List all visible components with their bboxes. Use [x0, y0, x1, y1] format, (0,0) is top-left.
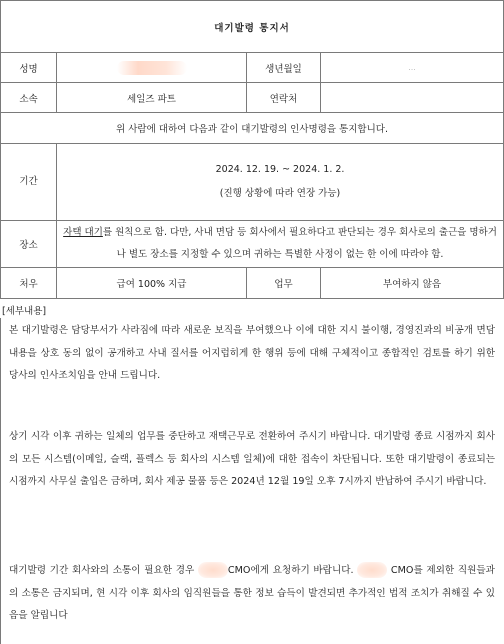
duty-value: 부여하지 않음	[321, 268, 504, 299]
period-label: 기간	[1, 144, 57, 221]
contact-label: 연락처	[247, 83, 321, 113]
details-box	[0, 318, 504, 644]
place-label: 장소	[1, 221, 57, 268]
name-label: 성명	[1, 53, 57, 83]
treat-label: 처우	[1, 268, 57, 299]
redacted-name-1	[198, 562, 228, 578]
period-note: (진행 상황에 따라 연장 가능)	[219, 188, 341, 199]
treat-value: 급여 100% 지급	[57, 268, 247, 299]
name-value	[57, 53, 247, 83]
redacted-name	[117, 61, 187, 75]
details-paragraph-1: 본 대기발령은 담당부서가 사라짐에 따라 새로운 보직을 부여했으나 이에 대한 지시 불이행, 경영진과의 비공개 면담 내용을 상호 동의 없이 공개하고 사내 질서를 어지럽히게 한 행위 등에 대해 구체적이고 종합적인 검토를 하기 위한 당사의 인사조치임을 안내 드립니다.	[9, 325, 495, 381]
details-label: [세부내용]	[2, 306, 47, 317]
duty-label: 업무	[247, 268, 321, 299]
notice-form-table	[0, 0, 504, 299]
details-paragraph-2: 상기 시각 이후 귀하는 일체의 업무를 중단하고 재택근무로 전환하여 주시기 바랍니다. 대기발령 종료 시점까지 회사의 모든 시스템(이메일, 슬랙, 플렉스 등 회사의 시스템 일체)에 대한 접속이 차단됩니다. 또한 대기발령이 종료되는 시점까지 사무실 출입은 금하며, 회사 제공 물품 등은 2024년 12월 19일 오후 7시까지 반납하여 주시기 바랍니다.	[9, 431, 495, 487]
redacted-name-2	[357, 562, 387, 578]
details-paragraph-3	[9, 560, 495, 628]
place-text: 를 원칙으로 함. 다만, 사내 면담 등 회사에서 필요하다고 판단되는 경우 회사로의 출근을 명하거나 별도 장소를 지정할 수 있으며 귀하는 특별한 사정이 없는 한 이에 따라야 함.	[102, 227, 497, 260]
place-value	[57, 221, 504, 268]
birth-value	[321, 53, 504, 83]
notice-statement: 위 사람에 대하여 다음과 같이 대기발령의 인사명령을 통지합니다.	[1, 113, 504, 144]
p3-part-a: 대기발령 기간 회사와의 소통이 필요한 경우	[9, 565, 195, 576]
period-value	[57, 144, 504, 221]
dept-label: 소속	[1, 83, 57, 113]
p3-part-c: CMO를 제외한 직원들과의 소통은 금지되며, 현 시각 이후 회사의 임직원들을 통한 정보 습득이 발견되면 추가적인 법적 조치가 취해질 수 있음을 알립니다	[9, 565, 495, 621]
document-title: 대기발령 통지서	[1, 1, 504, 53]
birth-redacted: ...	[408, 63, 416, 72]
period-dates: 2024. 12. 19. ~ 2024. 1. 2.	[215, 164, 345, 175]
dept-value: 세일즈 파트	[57, 83, 247, 113]
p3-part-b: CMO에게 요청하기 바랍니다.	[227, 565, 354, 576]
birth-label: 생년월일	[247, 53, 321, 83]
contact-value	[321, 83, 504, 113]
place-underlined: 자택 대기	[63, 227, 103, 238]
